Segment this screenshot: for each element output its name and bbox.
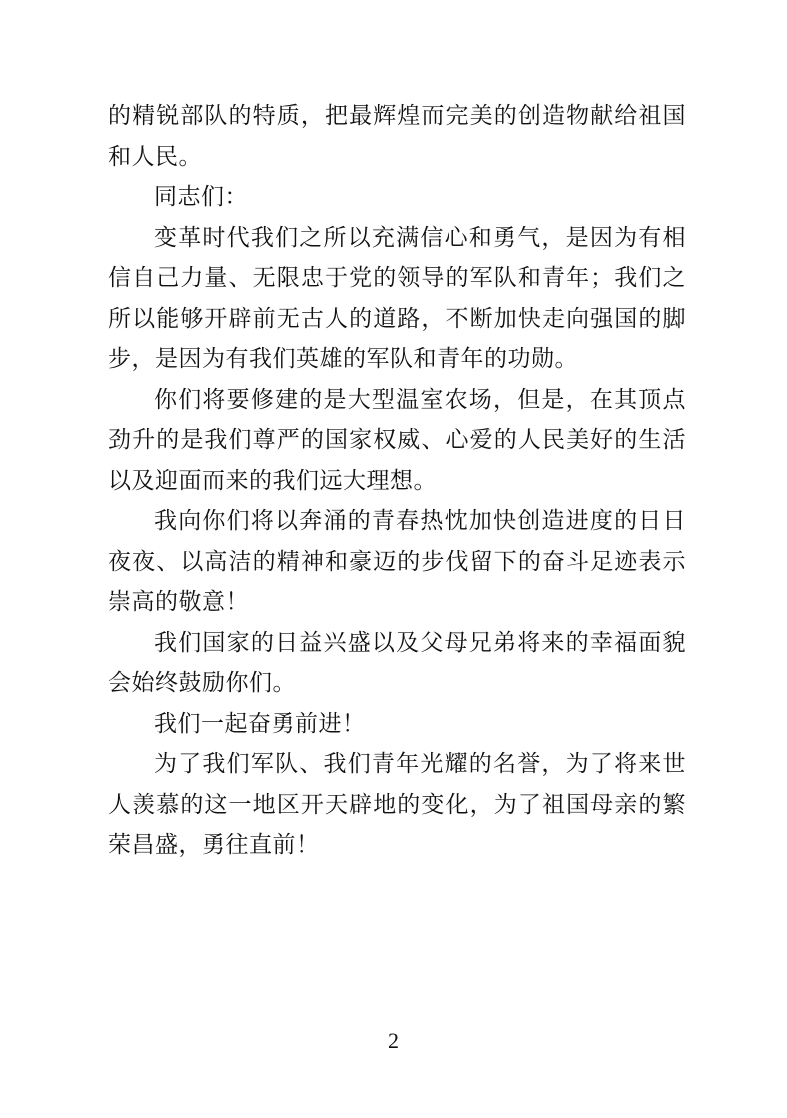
paragraph-salutation: 同志们：: [154, 184, 248, 210]
paragraph-continuation: 的精锐部队的特质，把最辉煌而完美的创造物献给祖国和人民。: [108, 103, 686, 170]
paragraph-confidence: 变革时代我们之所以充满信心和勇气，是因为有相信自己力量、无限忠于党的领导的军队和青年；我们之所以能够开辟前无古人的道路，不断加快走向强国的脚步，是因为有我们英雄的军队和青年的功勋。: [108, 224, 686, 372]
paragraph-respect: 我向你们将以奔涌的青春热忱加快创造进度的日日夜夜、以高洁的精神和豪迈的步伐留下的奋斗足迹表示崇高的敬意！: [108, 508, 686, 615]
paragraph-closing: 为了我们军队、我们青年光耀的名誉，为了将来世人羡慕的这一地区开天辟地的变化，为了祖国母亲的繁荣昌盛，勇往直前！: [108, 751, 686, 858]
paragraph-encouragement: 我们国家的日益兴盛以及父母兄弟将来的幸福面貌会始终鼓励你们。: [108, 629, 686, 696]
paragraph-advance: 我们一起奋勇前进！: [154, 710, 366, 737]
speech-body: [108, 96, 686, 866]
page-number: 2: [388, 1028, 399, 1053]
paragraph-greenhouse-farm: 你们将要修建的是大型温室农场，但是，在其顶点劲升的是我们尊严的国家权威、心爱的人民美好的生活以及迎面而来的我们远大理想。: [108, 386, 686, 494]
